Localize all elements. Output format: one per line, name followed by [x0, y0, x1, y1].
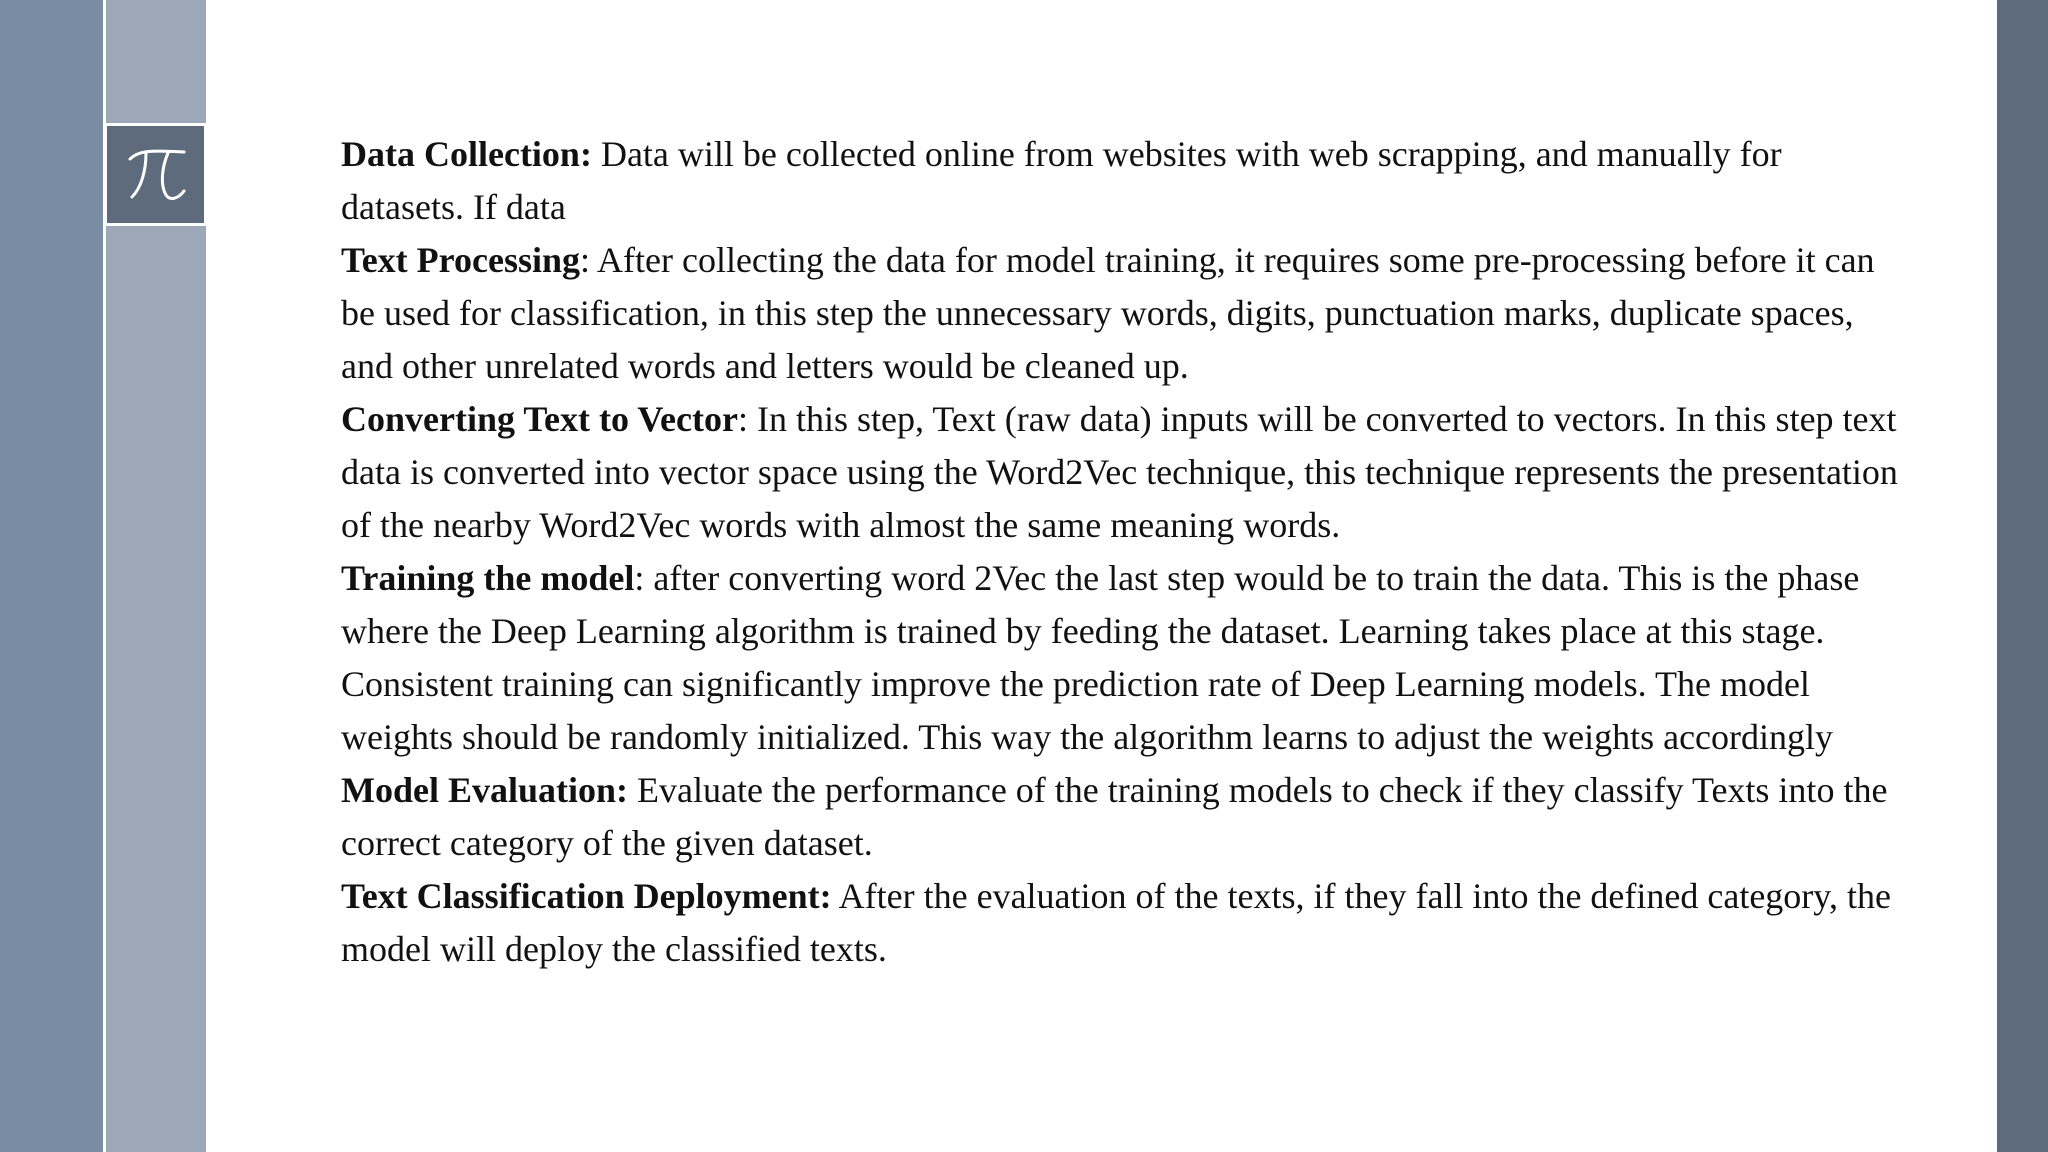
heading-converting-text: Converting Text to Vector	[341, 399, 738, 439]
paragraph-data-collection	[341, 128, 1901, 234]
heading-data-collection: Data Collection:	[341, 134, 592, 174]
text-converting-text: : In this step, Text (raw data) inputs will be converted to vectors. In this step text data is converted into vector space using the Word2Vec technique, this technique represents the presentation of the nearby Word2Vec words with almost the same meaning words.	[341, 399, 1898, 545]
right-band	[1997, 0, 2048, 1152]
text-training-model: : after converting word 2Vec the last step would be to train the data. This is the phase where the Deep Learning algorithm is trained by feeding the dataset. Learning takes place at this stage. Consistent training can significantly improve the prediction rate of Deep Learning models. The model weights should be randomly initialized. This way the algorithm learns to adjust the weights accordingly	[341, 558, 1860, 757]
heading-model-evaluation: Model Evaluation:	[341, 770, 629, 810]
paragraph-model-evaluation	[341, 764, 1901, 870]
paragraph-training-model	[341, 552, 1901, 764]
text-deployment: After the evaluation of the texts, if they fall into the defined category, the model will deploy the classified texts.	[341, 876, 1891, 969]
heading-deployment: Text Classification Deployment:	[341, 876, 832, 916]
text-data-collection: Data will be collected online from websites with web scrapping, and manually for datasets. If data	[341, 134, 1782, 227]
paragraph-text-processing	[341, 234, 1901, 393]
heading-text-processing: Text Processing	[341, 240, 580, 280]
pi-symbol-icon	[124, 145, 188, 205]
left-outer-band	[0, 0, 103, 1152]
paragraph-deployment	[341, 870, 1901, 976]
content-body	[341, 128, 1901, 976]
text-model-evaluation: Evaluate the performance of the training models to check if they classify Texts into the correct category of the given dataset.	[341, 770, 1888, 863]
pi-logo-box	[104, 123, 207, 226]
heading-training-model: Training the model	[341, 558, 635, 598]
text-text-processing: : After collecting the data for model training, it requires some pre-processing before it can be used for classification, in this step the unnecessary words, digits, punctuation marks, duplicate spaces, and other unrelated words and letters would be cleaned up.	[341, 240, 1875, 386]
paragraph-converting-text	[341, 393, 1901, 552]
